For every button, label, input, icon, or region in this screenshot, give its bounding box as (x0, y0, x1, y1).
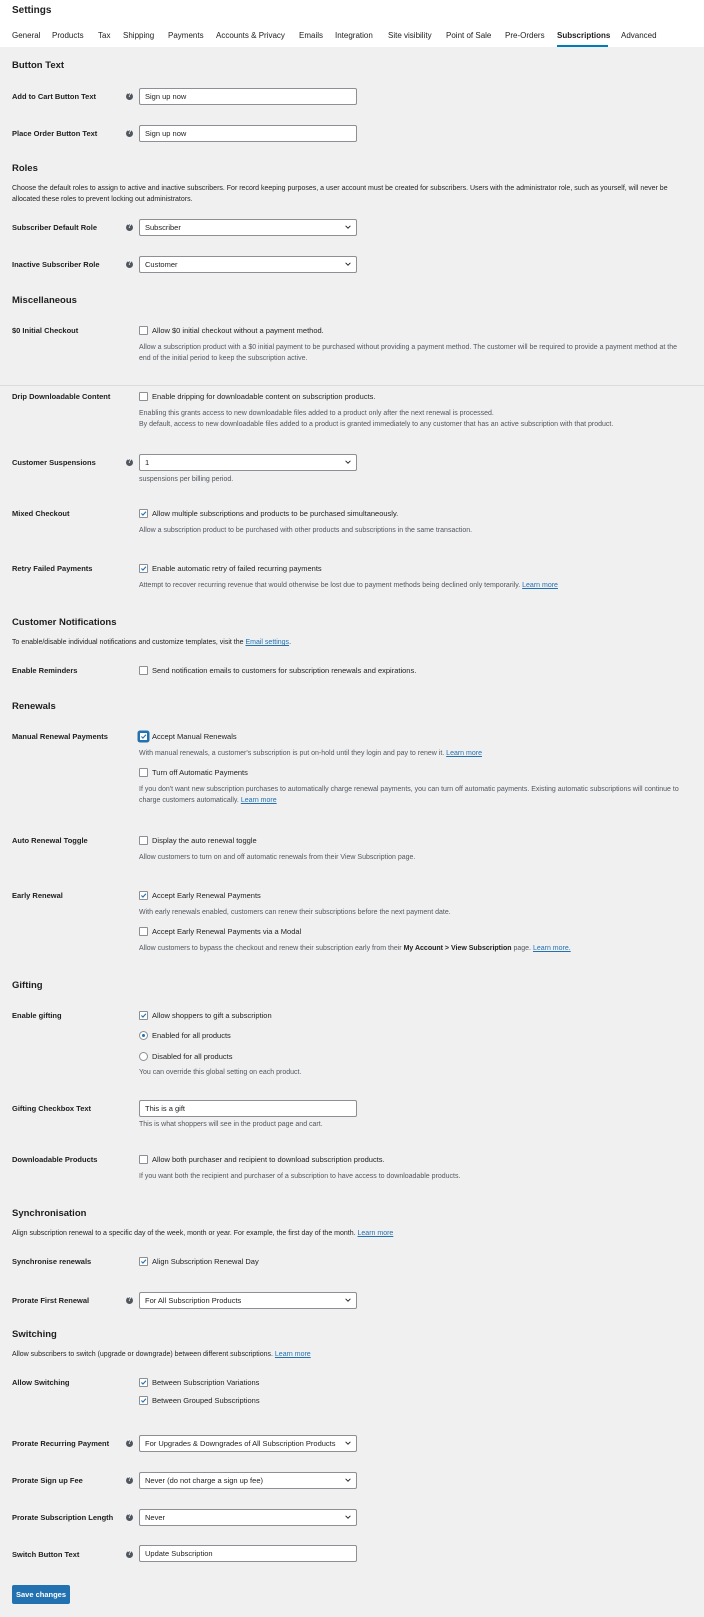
chevron-down-icon (345, 1297, 351, 1303)
prorate-sign-up-fee-select[interactable] (139, 1472, 357, 1489)
radio-selected-dot (142, 1034, 145, 1037)
checkbox-label: Align Subscription Renewal Day (152, 1257, 259, 1266)
mixed-checkout-label: Mixed Checkout (12, 509, 70, 518)
checkbox-label: Between Grouped Subscriptions (152, 1396, 260, 1405)
checkmark-icon (140, 892, 147, 899)
gifting-disabled-all-radio[interactable] (139, 1052, 148, 1061)
manual-renewal-label: Manual Renewal Payments (12, 732, 108, 741)
tab-payments[interactable]: Payments (168, 31, 204, 40)
auto-payments-off-description (139, 784, 684, 806)
tab-general[interactable]: General (12, 31, 41, 40)
switch-grouped-checkbox[interactable] (139, 1396, 148, 1405)
checkmark-icon (140, 1258, 147, 1265)
customer-suspensions-label: Customer Suspensions (12, 458, 96, 467)
radio-label: Disabled for all products (152, 1052, 233, 1061)
checkmark-icon (140, 510, 147, 517)
gifting-checkbox-text-description: This is what shoppers will see in the product page and cart. (139, 1121, 323, 1128)
prorate-recurring-payment-label: Prorate Recurring Payment (12, 1439, 110, 1448)
early-renewal-modal-checkbox[interactable] (139, 927, 148, 936)
inactive-subscriber-role-select[interactable] (139, 256, 357, 273)
help-circle-icon[interactable]: ? (127, 1477, 132, 1483)
checkbox-label: Enable dripping for downloadable content on subscription products. (152, 392, 376, 401)
enable-gifting-label: Enable gifting (12, 1011, 62, 1020)
synchronise-renewals-label: Synchronise renewals (12, 1257, 92, 1266)
early-modal-desc-text: Allow customers to bypass the checkout and renew their subscription early from their (139, 945, 402, 952)
tab-tax[interactable]: Tax (98, 31, 111, 40)
auto-renewal-toggle-label: Auto Renewal Toggle (12, 836, 88, 845)
early-renewal-label: Early Renewal (12, 891, 63, 900)
notifications-description (12, 637, 692, 648)
checkbox-label: Turn off Automatic Payments (152, 768, 248, 777)
prorate-recurring-payment-select[interactable] (139, 1435, 357, 1452)
subscriber-default-role-select[interactable] (139, 219, 357, 236)
chevron-down-icon (345, 1440, 351, 1446)
sync-desc-text: Align subscription renewal to a specific day of the week, month or year. For example, the first day of the month. (12, 1230, 356, 1237)
sync-description (12, 1228, 692, 1239)
checkbox-label: Enable automatic retry of failed recurring payments (152, 564, 322, 573)
inactive-subscriber-role-label: Inactive Subscriber Role (12, 260, 100, 269)
select-value: Customer (145, 260, 178, 269)
drip-checkbox[interactable] (139, 392, 148, 401)
section-title-customer-notifications: Customer Notifications (12, 617, 117, 628)
tab-integration[interactable]: Integration (335, 31, 373, 40)
prorate-sign-up-fee-label: Prorate Sign up Fee (12, 1476, 83, 1485)
drip-description-2: By default, access to new downloadable files added to a product is granted immediately to any customer that has an active subscription with that product. (139, 421, 614, 428)
checkbox-label: Allow both purchaser and recipient to download subscription products. (152, 1155, 385, 1164)
checkmark-icon (140, 733, 147, 740)
auto-payments-off-checkbox[interactable] (139, 768, 148, 777)
sync-learn-more-link[interactable]: Learn more (357, 1230, 394, 1237)
enable-reminders-label: Enable Reminders (12, 666, 78, 675)
early-renewal-checkbox[interactable] (139, 891, 148, 900)
manual-renewal-description (139, 748, 684, 759)
retry-checkbox[interactable] (139, 564, 148, 573)
notifications-desc-text: To enable/disable individual notifications and customize templates, visit the (12, 639, 244, 646)
save-changes-button[interactable]: Save changes (12, 1585, 70, 1604)
drip-description-1: Enabling this grants access to new downloadable files added to a product only after the next renewal is processed. (139, 410, 494, 417)
checkmark-icon (140, 565, 147, 572)
gifting-checkbox-text-input[interactable] (139, 1100, 357, 1117)
enable-gifting-checkbox[interactable] (139, 1011, 148, 1020)
help-circle-icon[interactable]: ? (127, 93, 132, 99)
checkmark-icon (140, 1012, 147, 1019)
help-circle-icon[interactable]: ? (127, 224, 132, 230)
chevron-down-icon (345, 261, 351, 267)
downloadable-products-checkbox[interactable] (139, 1155, 148, 1164)
tab-emails[interactable]: Emails (299, 31, 324, 40)
switching-learn-more-link[interactable]: Learn more (274, 1351, 311, 1358)
select-value: For All Subscription Products (145, 1296, 242, 1305)
chevron-down-icon (345, 459, 351, 465)
suspensions-description: suspensions per billing period. (139, 476, 234, 483)
chevron-down-icon (345, 1514, 351, 1520)
checkbox-label: Between Subscription Variations (152, 1378, 260, 1387)
checkmark-icon (140, 1397, 147, 1404)
email-settings-link[interactable]: Email settings (245, 639, 290, 646)
section-title-renewals: Renewals (12, 701, 56, 712)
checkbox-label: Display the auto renewal toggle (152, 836, 257, 845)
prorate-first-renewal-label: Prorate First Renewal (12, 1296, 90, 1305)
select-value: Never (145, 1513, 166, 1522)
divider (0, 385, 704, 386)
help-circle-icon[interactable]: ? (127, 459, 132, 465)
tab-site-visibility[interactable]: Site visibility (388, 31, 432, 40)
radio-label: Enabled for all products (152, 1031, 231, 1040)
help-circle-icon[interactable]: ? (127, 130, 132, 136)
early-modal-desc-bold: My Account > View Subscription (403, 945, 512, 952)
auto-renewal-toggle-description: Allow customers to turn on and off automatic renewals from their View Subscription page. (139, 854, 416, 861)
mixed-checkout-checkbox[interactable] (139, 509, 148, 518)
subscriber-default-role-label: Subscriber Default Role (12, 223, 98, 232)
help-circle-icon[interactable]: ? (127, 1514, 132, 1520)
place-order-label: Place Order Button Text (12, 129, 98, 138)
auto-renewal-toggle-checkbox[interactable] (139, 836, 148, 845)
prorate-subscription-length-label: Prorate Subscription Length (12, 1513, 114, 1522)
active-tab-indicator (557, 45, 608, 47)
checkbox-label: Allow $0 initial checkout without a payment method. (152, 326, 324, 335)
select-value: Never (do not charge a sign up fee) (145, 1476, 263, 1485)
tab-shipping[interactable]: Shipping (123, 31, 155, 40)
tab-pre-orders[interactable]: Pre-Orders (505, 31, 545, 40)
checkbox-label: Accept Early Renewal Payments via a Modal (152, 927, 302, 936)
prorate-first-renewal-select[interactable] (139, 1292, 357, 1309)
roles-description: Choose the default roles to assign to active and inactive subscribers. For record keeping purposes, a user account must be created for subscribers. Users with the administrator role, such as yourself, will never be allocated these roles to prevent locking out administrators. (12, 185, 668, 203)
section-title-switching: Switching (12, 1329, 57, 1340)
early-modal-learn-more-link[interactable]: Learn more. (532, 945, 571, 952)
help-circle-icon[interactable]: ? (127, 1551, 132, 1557)
manual-renewal-checkbox[interactable] (139, 732, 148, 741)
place-order-input[interactable] (139, 125, 357, 142)
allow-switching-label: Allow Switching (12, 1378, 70, 1387)
auto-off-desc-text: If you don't want new subscription purchases to automatically charge renewal payments, you can turn off automatic payments. Existing automatic subscriptions will continue to charge customers automatically. (139, 786, 679, 804)
add-to-cart-input[interactable] (139, 88, 357, 105)
checkbox-label: Allow shoppers to gift a subscription (152, 1011, 272, 1020)
switching-desc-text: Allow subscribers to switch (upgrade or downgrade) between different subscriptions. (12, 1351, 273, 1358)
retry-description-text: Attempt to recover recurring revenue that would otherwise be lost due to payment methods being declined only temporarily. (139, 582, 521, 589)
retry-learn-more-link[interactable]: Learn more (522, 582, 558, 589)
manual-renewal-learn-more-link[interactable]: Learn more (446, 750, 482, 757)
section-title-synchronisation: Synchronisation (12, 1208, 87, 1219)
auto-off-learn-more-link[interactable]: Learn more (240, 797, 277, 804)
help-circle-icon[interactable]: ? (127, 261, 132, 267)
select-value: Subscriber (145, 223, 181, 232)
switch-button-text-input[interactable] (139, 1545, 357, 1562)
early-renewal-description: With early renewals enabled, customers can renew their subscriptions before the next payment date. (139, 909, 451, 916)
retry-failed-payments-label: Retry Failed Payments (12, 564, 93, 573)
select-value: For Upgrades & Downgrades of All Subscription Products (145, 1439, 336, 1448)
settings-header (0, 0, 704, 47)
early-modal-desc-text-2: page. (513, 945, 531, 952)
synchronise-renewals-checkbox[interactable] (139, 1257, 148, 1266)
checkbox-label: Allow multiple subscriptions and products to be purchased simultaneously. (152, 509, 399, 518)
select-value: 1 (145, 458, 150, 467)
tab-accounts-privacy[interactable]: Accounts & Privacy (216, 31, 285, 40)
switch-button-text-label: Switch Button Text (12, 1550, 80, 1559)
initial-checkout-checkbox[interactable] (139, 326, 148, 335)
chevron-down-icon (345, 1477, 351, 1483)
checkbox-label: Accept Early Renewal Payments (152, 891, 261, 900)
downloadable-products-description: If you want both the recipient and purchaser of a subscription to have access to downloadable products. (139, 1173, 461, 1180)
tab-products[interactable]: Products (52, 31, 84, 40)
section-title-miscellaneous: Miscellaneous (12, 295, 77, 306)
reminders-checkbox[interactable] (139, 666, 148, 675)
tab-subscriptions[interactable]: Subscriptions (557, 31, 611, 40)
tab-point-of-sale[interactable]: Point of Sale (446, 31, 492, 40)
section-title-roles: Roles (12, 163, 38, 174)
switching-description (12, 1349, 692, 1360)
gifting-enabled-all-radio[interactable] (139, 1031, 148, 1040)
add-to-cart-label: Add to Cart Button Text (12, 92, 97, 101)
section-title-gifting: Gifting (12, 980, 43, 991)
initial-checkout-description: Allow a subscription product with a $0 initial payment to be purchased without providing a payment method. The customer will be required to provide a payment method at the end of the initial period to keep the subscription active. (139, 344, 678, 362)
notifications-desc-suffix: . (289, 639, 292, 646)
early-renewal-modal-description (139, 943, 684, 954)
gifting-override-description: You can override this global setting on each product. (139, 1069, 302, 1076)
tab-advanced[interactable]: Advanced (621, 31, 657, 40)
customer-suspensions-select[interactable] (139, 454, 357, 471)
checkbox-label: Accept Manual Renewals (152, 732, 237, 741)
mixed-checkout-description: Allow a subscription product to be purchased with other products and subscriptions in the same transaction. (139, 527, 473, 534)
help-circle-icon[interactable]: ? (127, 1440, 132, 1446)
checkbox-label: Send notification emails to customers for subscription renewals and expirations. (152, 666, 417, 675)
prorate-subscription-length-select[interactable] (139, 1509, 357, 1526)
section-title-button-text: Button Text (12, 60, 65, 71)
page-title: Settings (12, 5, 52, 16)
manual-renewal-desc-text: With manual renewals, a customer's subscription is put on-hold until they login and pay to renew it. (139, 750, 445, 757)
retry-description (139, 580, 684, 591)
chevron-down-icon (345, 224, 351, 230)
gifting-checkbox-text-label: Gifting Checkbox Text (12, 1104, 92, 1113)
checkmark-icon (140, 1379, 147, 1386)
initial-checkout-label: $0 Initial Checkout (12, 326, 79, 335)
downloadable-products-label: Downloadable Products (12, 1155, 98, 1164)
drip-downloadable-label: Drip Downloadable Content (12, 392, 111, 401)
help-circle-icon[interactable]: ? (127, 1297, 132, 1303)
switch-variations-checkbox[interactable] (139, 1378, 148, 1387)
